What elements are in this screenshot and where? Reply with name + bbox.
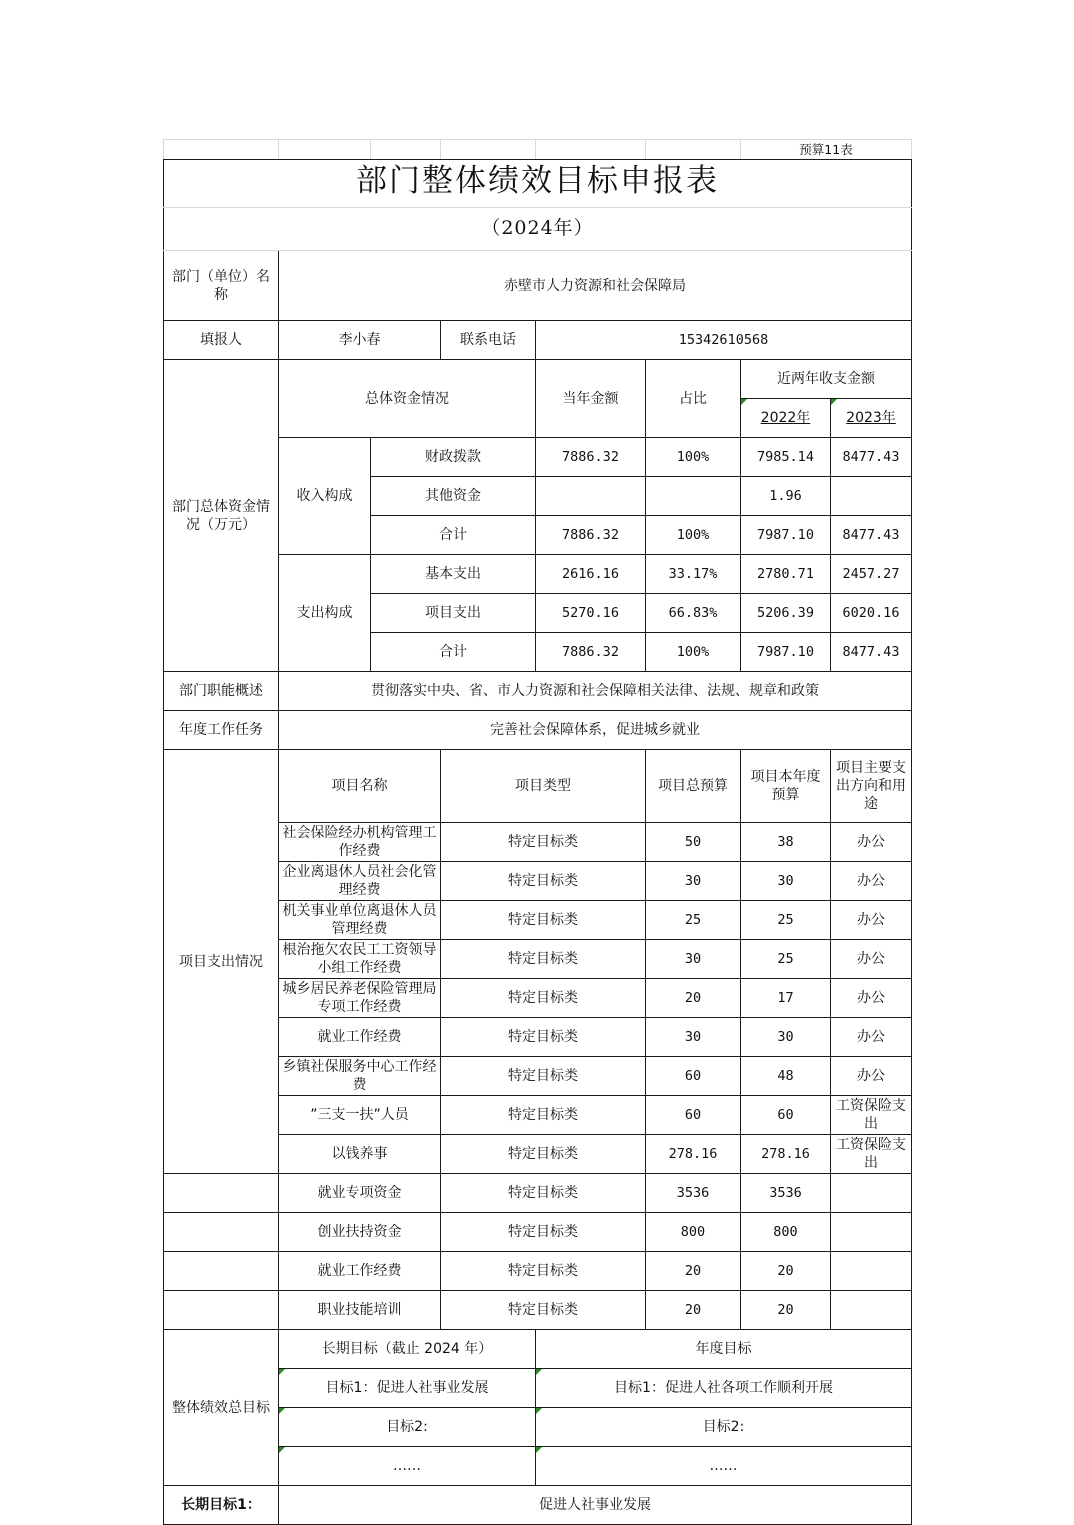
project-name: 就业专项资金 (279, 1174, 441, 1213)
project-total: 60 (646, 1096, 741, 1135)
expense-row-ratio: 100% (646, 633, 741, 672)
performance-target-table (163, 139, 912, 1525)
reporter-label: 填报人 (164, 321, 279, 360)
expense-row-amount: 7886.32 (536, 633, 646, 672)
project-name: 企业离退休人员社会化管理经费 (279, 862, 441, 901)
project-purpose: 工资保险支出 (831, 1135, 912, 1174)
expense-row-2022: 5206.39 (741, 594, 831, 633)
expense-row-ratio: 66.83% (646, 594, 741, 633)
year-2022-header: 2022年 (741, 399, 831, 438)
ratio-header: 占比 (646, 360, 741, 438)
income-row-amount: 7886.32 (536, 438, 646, 477)
long-goal-1-value: 促进人社事业发展 (279, 1486, 912, 1525)
project-purpose (831, 1174, 912, 1213)
project-type: 特定目标类 (441, 823, 646, 862)
empty-label-cell (164, 1213, 279, 1252)
phone-value: 15342610568 (536, 321, 912, 360)
expense-row-name: 项目支出 (371, 594, 536, 633)
dept-name-label: 部门（单位）名称 (164, 251, 279, 321)
income-row-amount: 7886.32 (536, 516, 646, 555)
project-purpose: 办公 (831, 1018, 912, 1057)
project-total: 3536 (646, 1174, 741, 1213)
empty-label-cell (164, 1291, 279, 1330)
spacer-cell (646, 140, 741, 160)
project-name: 乡镇社保服务中心工作经费 (279, 1057, 441, 1096)
long-term-goal: …… (279, 1447, 536, 1486)
project-annual: 25 (741, 940, 831, 979)
project-total: 60 (646, 1057, 741, 1096)
project-total: 800 (646, 1213, 741, 1252)
income-row-2023: 8477.43 (831, 438, 912, 477)
income-row-amount (536, 477, 646, 516)
project-purpose: 工资保险支出 (831, 1096, 912, 1135)
income-row-2023 (831, 477, 912, 516)
project-total: 50 (646, 823, 741, 862)
project-total: 30 (646, 862, 741, 901)
expense-row-name: 基本支出 (371, 555, 536, 594)
income-row-name: 合计 (371, 516, 536, 555)
project-annual: 25 (741, 901, 831, 940)
project-annual: 30 (741, 1018, 831, 1057)
goals-section-label: 整体绩效总目标 (164, 1330, 279, 1486)
duty-value: 贯彻落实中央、省、市人力资源和社会保障相关法律、法规、规章和政策 (279, 672, 912, 711)
expense-row-2022: 2780.71 (741, 555, 831, 594)
project-purpose-header: 项目主要支出方向和用途 (831, 750, 912, 823)
income-row-ratio: 100% (646, 516, 741, 555)
project-total: 30 (646, 940, 741, 979)
income-label: 收入构成 (279, 438, 371, 555)
spacer-cell (371, 140, 441, 160)
project-total-header: 项目总预算 (646, 750, 741, 823)
project-name-header: 项目名称 (279, 750, 441, 823)
task-value: 完善社会保障体系，促进城乡就业 (279, 711, 912, 750)
project-name: 根治拖欠农民工工资领导小组工作经费 (279, 940, 441, 979)
project-name: 就业工作经费 (279, 1018, 441, 1057)
expense-row-ratio: 33.17% (646, 555, 741, 594)
project-total: 20 (646, 1252, 741, 1291)
project-type: 特定目标类 (441, 862, 646, 901)
project-annual: 20 (741, 1291, 831, 1330)
annual-goal-header: 年度目标 (536, 1330, 912, 1369)
phone-label: 联系电话 (441, 321, 536, 360)
project-type: 特定目标类 (441, 1291, 646, 1330)
project-name: 以钱养事 (279, 1135, 441, 1174)
project-name: 城乡居民养老保险管理局专项工作经费 (279, 979, 441, 1018)
project-name: 机关事业单位离退休人员管理经费 (279, 901, 441, 940)
project-type: 特定目标类 (441, 1252, 646, 1291)
project-name: ”三支一扶”人员 (279, 1096, 441, 1135)
income-row-name: 财政拨款 (371, 438, 536, 477)
page-title: 部门整体绩效目标申报表 (164, 160, 912, 208)
project-purpose: 办公 (831, 1057, 912, 1096)
recent-years-header: 近两年收支金额 (741, 360, 912, 399)
project-total: 25 (646, 901, 741, 940)
project-name: 社会保险经办机构管理工作经费 (279, 823, 441, 862)
income-row-2023: 8477.43 (831, 516, 912, 555)
task-label: 年度工作任务 (164, 711, 279, 750)
project-annual: 278.16 (741, 1135, 831, 1174)
spacer-cell (536, 140, 646, 160)
income-row-2022: 1.96 (741, 477, 831, 516)
funds-section-label: 部门总体资金情况（万元） (164, 360, 279, 672)
annual-goal: 目标1：促进人社各项工作顺利开展 (536, 1369, 912, 1408)
project-purpose (831, 1213, 912, 1252)
expense-row-2023: 6020.16 (831, 594, 912, 633)
project-type: 特定目标类 (441, 1096, 646, 1135)
project-total: 30 (646, 1018, 741, 1057)
annual-goal: 目标2: (536, 1408, 912, 1447)
income-row-ratio (646, 477, 741, 516)
reporter-name: 李小春 (279, 321, 441, 360)
project-type: 特定目标类 (441, 901, 646, 940)
project-purpose: 办公 (831, 823, 912, 862)
dept-name-value: 赤壁市人力资源和社会保障局 (279, 251, 912, 321)
expense-row-2023: 2457.27 (831, 555, 912, 594)
project-total: 20 (646, 1291, 741, 1330)
income-row-name: 其他资金 (371, 477, 536, 516)
project-type: 特定目标类 (441, 979, 646, 1018)
project-annual: 60 (741, 1096, 831, 1135)
project-annual: 30 (741, 862, 831, 901)
income-row-2022: 7985.14 (741, 438, 831, 477)
project-total: 20 (646, 979, 741, 1018)
project-purpose: 办公 (831, 979, 912, 1018)
spacer-cell (441, 140, 536, 160)
project-type: 特定目标类 (441, 1057, 646, 1096)
project-name: 就业工作经费 (279, 1252, 441, 1291)
project-name: 创业扶持资金 (279, 1213, 441, 1252)
project-purpose (831, 1252, 912, 1291)
duty-label: 部门职能概述 (164, 672, 279, 711)
project-type: 特定目标类 (441, 1174, 646, 1213)
project-annual: 3536 (741, 1174, 831, 1213)
project-purpose: 办公 (831, 862, 912, 901)
current-amount-header: 当年金额 (536, 360, 646, 438)
report-year: （2024年） (164, 208, 912, 251)
expense-row-amount: 5270.16 (536, 594, 646, 633)
expense-row-2022: 7987.10 (741, 633, 831, 672)
projects-section-label: 项目支出情况 (164, 750, 279, 1174)
project-type: 特定目标类 (441, 940, 646, 979)
year-2023-header: 2023年 (831, 399, 912, 438)
project-annual: 20 (741, 1252, 831, 1291)
project-annual: 48 (741, 1057, 831, 1096)
long-term-header: 长期目标（截止 2024 年） (279, 1330, 536, 1369)
project-annual: 800 (741, 1213, 831, 1252)
income-row-2022: 7987.10 (741, 516, 831, 555)
spacer-cell (164, 140, 279, 160)
expense-row-2023: 8477.43 (831, 633, 912, 672)
project-total: 278.16 (646, 1135, 741, 1174)
form-number-note: 预算11表 (741, 140, 912, 160)
income-row-ratio: 100% (646, 438, 741, 477)
project-purpose: 办公 (831, 901, 912, 940)
project-annual-header: 项目本年度预算 (741, 750, 831, 823)
long-term-goal: 目标2: (279, 1408, 536, 1447)
empty-label-cell (164, 1174, 279, 1213)
project-annual: 17 (741, 979, 831, 1018)
long-term-goal: 目标1：促进人社事业发展 (279, 1369, 536, 1408)
funds-header: 总体资金情况 (279, 360, 536, 438)
project-type: 特定目标类 (441, 1018, 646, 1057)
project-purpose: 办公 (831, 940, 912, 979)
expense-row-amount: 2616.16 (536, 555, 646, 594)
expense-label: 支出构成 (279, 555, 371, 672)
empty-label-cell (164, 1252, 279, 1291)
project-type: 特定目标类 (441, 1135, 646, 1174)
project-annual: 38 (741, 823, 831, 862)
project-type: 特定目标类 (441, 1213, 646, 1252)
project-purpose (831, 1291, 912, 1330)
annual-goal: …… (536, 1447, 912, 1486)
long-goal-1-label: 长期目标1： (164, 1486, 279, 1525)
project-type-header: 项目类型 (441, 750, 646, 823)
spacer-cell (279, 140, 371, 160)
expense-row-name: 合计 (371, 633, 536, 672)
project-name: 职业技能培训 (279, 1291, 441, 1330)
